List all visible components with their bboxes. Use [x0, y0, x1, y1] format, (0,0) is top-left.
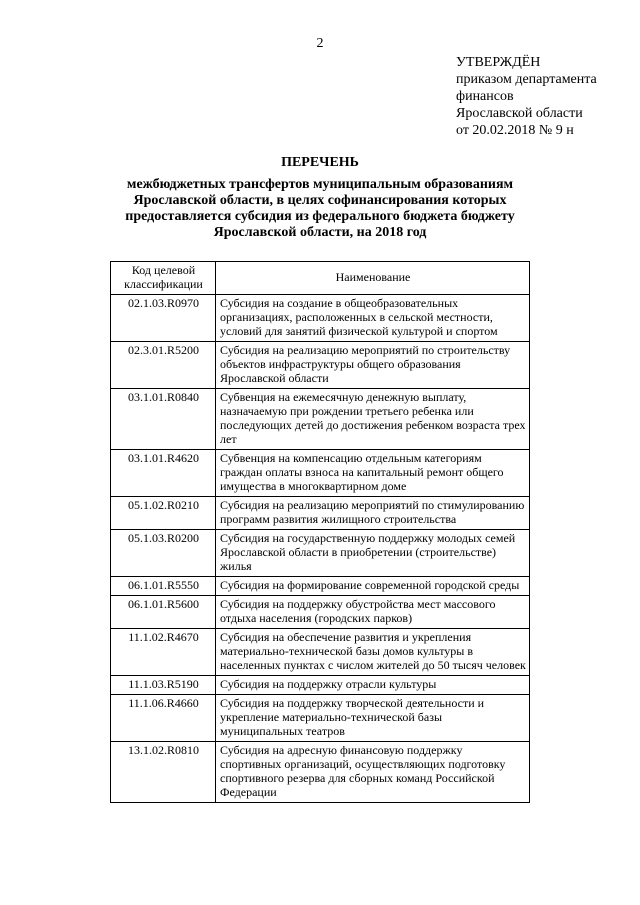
- header-code: Код целевой классификации: [111, 262, 216, 295]
- classification-code: 11.1.03.R5190: [111, 676, 216, 695]
- transfer-name: Субсидия на реализацию мероприятий по строительству объектов инфраструктуры общего образования Ярославской области: [216, 342, 530, 389]
- transfer-name: Субсидия на поддержку творческой деятельности и укрепление материально-технической базы муниципальных театров: [216, 695, 530, 742]
- classification-code: 05.1.03.R0200: [111, 530, 216, 577]
- table-row: [111, 596, 530, 629]
- approval-line: финансов: [456, 89, 514, 104]
- classification-code: 05.1.02.R0210: [111, 497, 216, 530]
- header-name: Наименование: [216, 262, 530, 295]
- table-row: [111, 295, 530, 342]
- document-subtitle-line: предоставляется субсидия из федерального бюджета бюджету: [125, 209, 515, 224]
- transfer-name: Субвенция на компенсацию отдельным категориям граждан оплаты взноса на капитальный ремонт общего имущества в многоквартирном доме: [216, 450, 530, 497]
- table-row: [111, 450, 530, 497]
- transfers-table: [110, 261, 530, 803]
- classification-code: 11.1.02.R4670: [111, 629, 216, 676]
- table-row: [111, 676, 530, 695]
- table-row: [111, 629, 530, 676]
- document-title: ПЕРЕЧЕНЬ: [281, 155, 359, 170]
- classification-code: 13.1.02.R0810: [111, 742, 216, 803]
- transfer-name: Субсидия на поддержку отрасли культуры: [216, 676, 530, 695]
- transfer-name: Субсидия на адресную финансовую поддержку спортивных организаций, осуществляющих подготовку спортивного резерва для сборных команд Российской Федерации: [216, 742, 530, 803]
- table-row: [111, 530, 530, 577]
- approval-line: от 20.02.2018 № 9 н: [456, 123, 574, 138]
- table-header-row: [111, 262, 530, 295]
- approval-stamp: [456, 54, 597, 139]
- transfer-name: Субвенция на ежемесячную денежную выплату, назначаемую при рождении третьего ребенка или последующих детей до достижения ребенком возраста трех лет: [216, 389, 530, 450]
- table-row: [111, 497, 530, 530]
- transfer-name: Субсидия на формирование современной городской среды: [216, 577, 530, 596]
- document-subtitle-line: Ярославской области, на 2018 год: [213, 225, 427, 240]
- page-number: 2: [316, 36, 324, 51]
- classification-code: 03.1.01.R0840: [111, 389, 216, 450]
- document-subtitle-line: Ярославской области, в целях софинансирования которых: [133, 193, 507, 208]
- table-body: [111, 295, 530, 803]
- transfer-name: Субсидия на поддержку обустройства мест массового отдыха населения (городских парков): [216, 596, 530, 629]
- classification-code: 03.1.01.R4620: [111, 450, 216, 497]
- transfer-name: Субсидия на реализацию мероприятий по стимулированию программ развития жилищного строительства: [216, 497, 530, 530]
- transfer-name: Субсидия на государственную поддержку молодых семей Ярославской области в приобретении (строительстве) жилья: [216, 530, 530, 577]
- document-heading: [100, 155, 540, 241]
- table-row: [111, 389, 530, 450]
- approval-line: приказом департамента: [456, 72, 597, 87]
- table-row: [111, 742, 530, 803]
- classification-code: 02.1.03.R0970: [111, 295, 216, 342]
- classification-code: 02.3.01.R5200: [111, 342, 216, 389]
- approval-line: УТВЕРЖДЁН: [456, 55, 541, 70]
- transfer-name: Субсидия на создание в общеобразовательных организациях, расположенных в сельской местности, условий для занятий физической культурой и спортом: [216, 295, 530, 342]
- document-subtitle-line: межбюджетных трансфертов муниципальным образованиям: [126, 177, 514, 192]
- approval-line: Ярославской области: [456, 106, 583, 121]
- classification-code: 06.1.01.R5550: [111, 577, 216, 596]
- table-row: [111, 577, 530, 596]
- table-row: [111, 342, 530, 389]
- table-row: [111, 695, 530, 742]
- classification-code: 06.1.01.R5600: [111, 596, 216, 629]
- transfer-name: Субсидия на обеспечение развития и укрепления материально-технической базы домов культуры в населенных пунктах с числом жителей до 50 тысяч человек: [216, 629, 530, 676]
- classification-code: 11.1.06.R4660: [111, 695, 216, 742]
